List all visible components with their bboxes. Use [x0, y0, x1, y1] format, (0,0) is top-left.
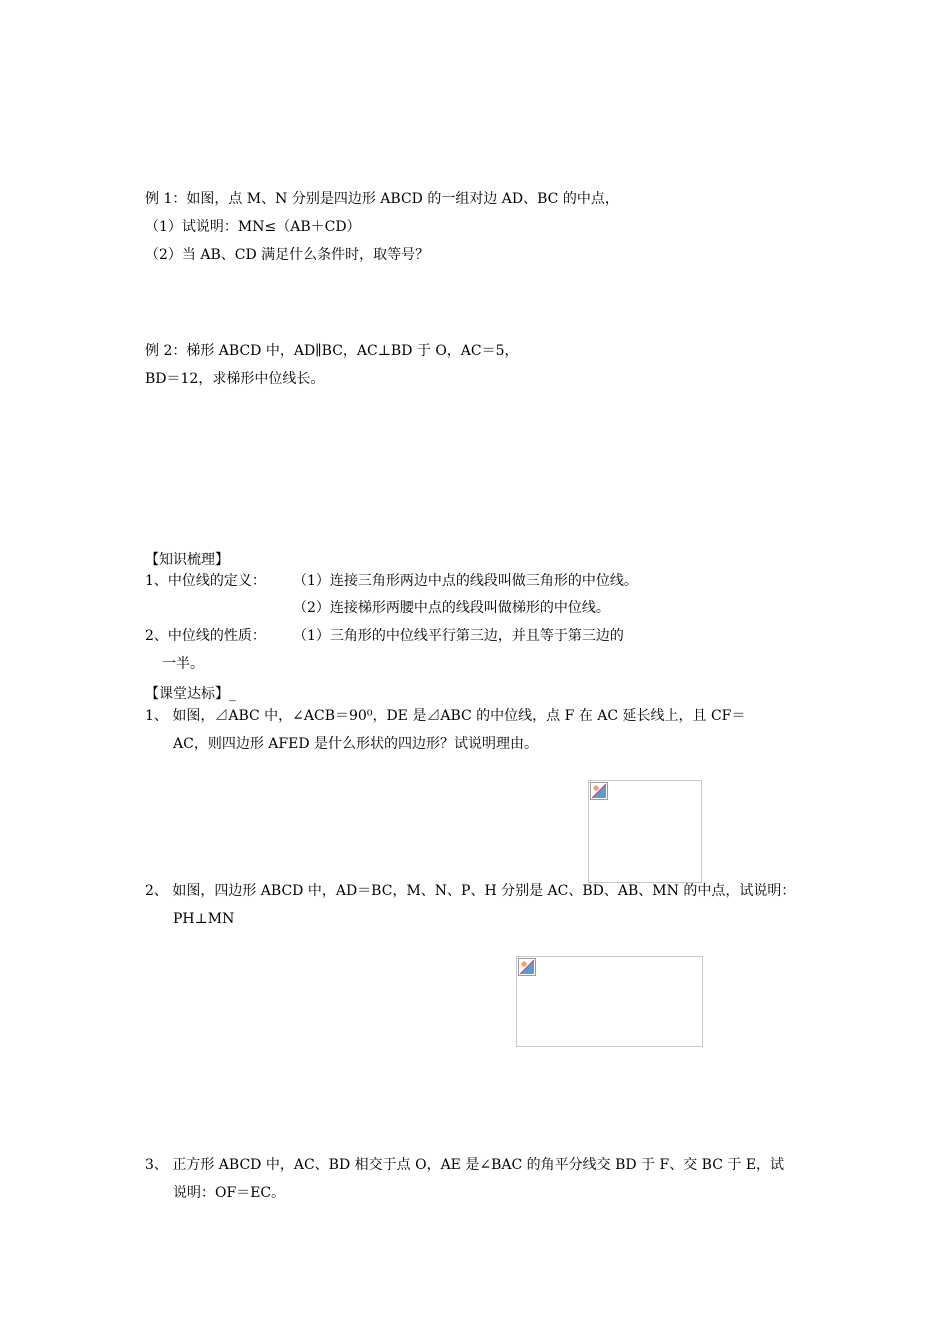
knowledge-heading: 【知识梳理】 — [145, 552, 229, 568]
knowledge-item2-a: （1）三角形的中位线平行第三边，并且等于第三边的 — [293, 628, 624, 644]
broken-image-icon — [518, 958, 536, 976]
broken-image-icon — [590, 782, 608, 800]
figure-placeholder-1 — [588, 780, 702, 883]
question3-line1: 3、 正方形 ABCD 中，AC、BD 相交于点 O，AE 是∠BAC 的角平分线交 BD 于 F、交 BC 于 E，试 — [145, 1157, 785, 1173]
knowledge-item1-a: （1）连接三角形两边中点的线段叫做三角形的中位线。 — [293, 573, 638, 589]
knowledge-item2-label: 2、中位线的性质： — [145, 628, 266, 644]
knowledge-item1-label: 1、中位线的定义： — [145, 573, 266, 589]
classwork-heading: 【课堂达标】_ — [145, 686, 236, 702]
knowledge-item2-cont: 一半。 — [162, 656, 204, 672]
example2-line1: 例 2：梯形 ABCD 中，AD∥BC，AC⊥BD 于 O，AC＝5， — [145, 343, 519, 359]
example1-line1: 例 1：如图，点 M、N 分别是四边形 ABCD 的一组对边 AD、BC 的中点， — [145, 191, 619, 207]
knowledge-item1-b: （2）连接梯形两腰中点的线段叫做梯形的中位线。 — [293, 600, 610, 616]
example1-line2: （1）试说明：MN≤（AB＋CD） — [145, 219, 361, 235]
question2-line1: 2、 如图，四边形 ABCD 中，AD＝BC，M、N、P、H 分别是 AC、BD、AB、MN 的中点，试说明： — [145, 883, 796, 899]
question2-line2: PH⊥MN — [173, 911, 235, 927]
figure-placeholder-2 — [516, 956, 703, 1047]
example1-line3: （2）当 AB、CD 满足什么条件时，取等号？ — [145, 247, 430, 263]
question3-line2: 说明：OF＝EC。 — [173, 1185, 286, 1201]
example2-line2: BD＝12，求梯形中位线长。 — [145, 371, 325, 387]
question1-line2: AC，则四边形 AFED 是什么形状的四边形？试说明理由。 — [173, 736, 538, 752]
question1-line1: 1、 如图，⊿ABC 中，∠ACB＝90⁰，DE 是⊿ABC 的中位线，点 F 在 AC 延长线上，且 CF＝ — [145, 708, 746, 724]
